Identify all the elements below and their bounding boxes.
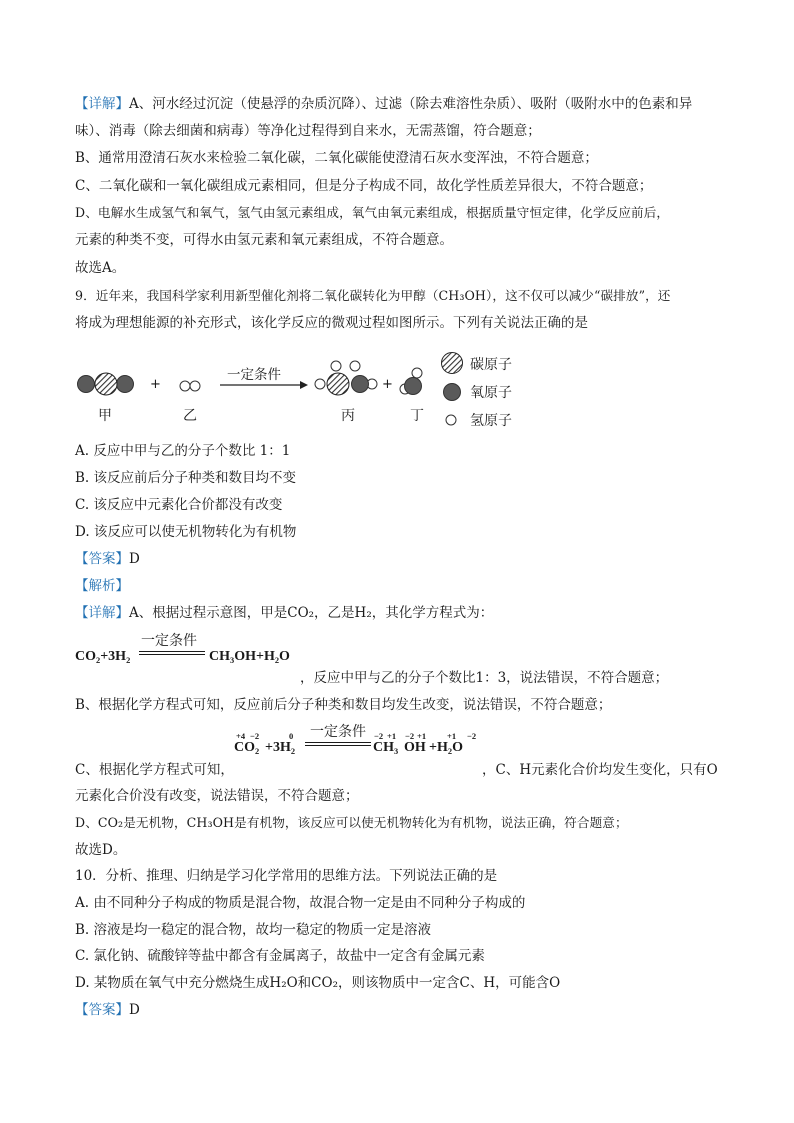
q9-option-a: A. 反应中甲与乙的分子个数比 1：1 xyxy=(75,443,291,459)
q9-option-b: B. 该反应前后分子种类和数目均不变 xyxy=(75,470,297,486)
q9-conclusion: 故选D。 xyxy=(75,842,127,858)
val-c: +4 xyxy=(236,731,246,741)
val-h2: 0 xyxy=(289,731,294,741)
eq1-rule-bottom xyxy=(139,654,205,655)
label-yi: 乙 xyxy=(183,408,197,424)
q9-stem-2: 将成为理想能源的补充形式，该化学反应的微观过程如图所示。下列有关说法正确的是 xyxy=(75,315,588,331)
label-ding: 丁 xyxy=(410,408,424,424)
q9-stem-1: 9．近年来，我国科学家利用新型催化剂将二氧化碳转化为甲醇（CH₃OH），这不仅可以减少“碳排放”，还 xyxy=(75,288,671,303)
val-h4: +1 xyxy=(417,731,427,741)
q9-analysis-tag: 【解析】 xyxy=(75,578,129,594)
eq2-h2: +3H₂ xyxy=(265,740,296,755)
q9-detail-d: D、CO₂是无机物，CH₃OH是有机物，该反应可以使无机物转化为有机物，说法正确，符合题意； xyxy=(75,815,628,830)
q9-detail-2: ，反应中甲与乙的分子个数比1：3，说法错误，不符合题意； xyxy=(300,670,669,686)
detail-line-d2: 元素的种类不变，可得水由氢元素和氧元素组成，不符合题意。 xyxy=(75,232,453,248)
answer-tag: 【答案】 xyxy=(75,551,129,567)
answer-value: D xyxy=(129,1002,140,1018)
val-h5: +1 xyxy=(447,731,457,741)
label-bing: 丙 xyxy=(341,408,355,424)
q10-option-b: B. 溶液是均一稳定的混合物，故均一稳定的物质一定是溶液 xyxy=(75,922,432,938)
detail-line-c: C、二氧化碳和一氧化碳组成元素相同，但是分子构成不同，故化学性质差异很大，不符合题意； xyxy=(75,178,653,194)
reaction-condition: 一定条件 xyxy=(227,367,281,383)
val-o3: −2 xyxy=(467,731,477,741)
eq2-co2: CO₂ xyxy=(234,740,260,755)
eq2-rule-top xyxy=(305,742,371,743)
eq2-oh: OH xyxy=(404,740,426,755)
plus-sign-1: + xyxy=(150,377,161,392)
legend-oxygen-icon xyxy=(444,384,461,401)
conclusion-a: 故选A。 xyxy=(75,260,126,276)
answer-tag: 【答案】 xyxy=(75,1002,129,1018)
h2o-molecule xyxy=(400,368,422,395)
q9-option-c: C. 该反应中元素化合价都没有改变 xyxy=(75,497,283,513)
label-jia: 甲 xyxy=(98,408,112,424)
val-o: −2 xyxy=(250,731,260,741)
q9-detail-1: 【详解】A、根据过程示意图，甲是CO₂，乙是H₂，其化学方程式为： xyxy=(75,605,494,621)
eq1-right: CH₃OH+H₂O xyxy=(209,649,290,664)
answer-value: D xyxy=(129,551,140,567)
q9-detail-c1a: C、根据化学方程式可知， xyxy=(75,762,234,778)
plus-sign-2: + xyxy=(382,377,393,392)
val-o2: −2 xyxy=(405,731,415,741)
ch3oh-molecule xyxy=(315,361,377,395)
q9-detail-b: B、根据化学方程式可知，反应前后分子种类和数目均发生改变，说法错误，不符合题意； xyxy=(75,697,612,713)
eq1-rule-top xyxy=(139,651,205,652)
q9-detail-c2: 元素化合价没有改变，说法错误，不符合题意； xyxy=(75,788,359,804)
q9-answer xyxy=(75,549,140,569)
eq2-condition: 一定条件 xyxy=(310,724,366,740)
q9-detail-c1b: ，C、H元素化合价均发生变化，只有O xyxy=(482,762,718,778)
eq2-ch3: CH₃ xyxy=(373,740,399,755)
legend-oxygen-label: 氧原子 xyxy=(470,385,512,401)
q10-option-d: D. 某物质在氧气中充分燃烧生成H₂O和CO₂，则该物质中一定含C、H，可能含O xyxy=(75,975,561,991)
q10-answer xyxy=(75,1000,140,1020)
q10-option-c: C. 氯化钠、硫酸锌等盐中都含有金属离子，故盐中一定含有金属元素 xyxy=(75,948,485,964)
legend-hydrogen-label: 氢原子 xyxy=(470,413,512,429)
legend-carbon-label: 碳原子 xyxy=(470,357,512,373)
co2-molecule xyxy=(78,373,134,395)
detail-line-a2: 味）、消毒（除去细菌和病毒）等净化过程得到自来水，无需蒸馏，符合题意； xyxy=(75,123,541,139)
eq1-left: CO₂+3H₂ xyxy=(75,649,131,664)
val-c2: −2 xyxy=(374,731,384,741)
detail-line-d1: D、电解水生成氢气和氧气，氢气由氢元素组成，氧气由氧元素组成，根据质量守恒定律，化学反应前后， xyxy=(75,205,670,220)
legend-hydrogen-icon xyxy=(446,415,456,425)
q10-option-a: A. 由不同种分子构成的物质是混合物，故混合物一定是由不同种分子构成的 xyxy=(75,895,526,911)
q9-option-d: D. 该反应可以使无机物转化为有机物 xyxy=(75,524,297,540)
legend-carbon-icon xyxy=(442,353,463,374)
h2-molecule xyxy=(180,381,200,391)
eq1-condition: 一定条件 xyxy=(141,633,197,649)
detail-line-b: B、通常用澄清石灰水来检验二氧化碳，二氧化碳能使澄清石灰水变浑浊，不符合题意； xyxy=(75,150,598,166)
detail-line-a1: 【详解】A、河水经过沉淀（使悬浮的杂质沉降）、过滤（除去难溶性杂质）、吸附（吸附水中的色素和异 xyxy=(75,96,693,112)
detail-tag: 【详解】 xyxy=(75,96,129,112)
eq2-rule-bottom xyxy=(305,745,371,746)
detail-tag: 【详解】 xyxy=(75,605,129,621)
q10-stem: 10．分析、推理、归纳是学习化学常用的思维方法。下列说法正确的是 xyxy=(75,868,498,884)
val-h3: +1 xyxy=(387,731,397,741)
eq2-h2o: +H₂O xyxy=(429,740,463,755)
